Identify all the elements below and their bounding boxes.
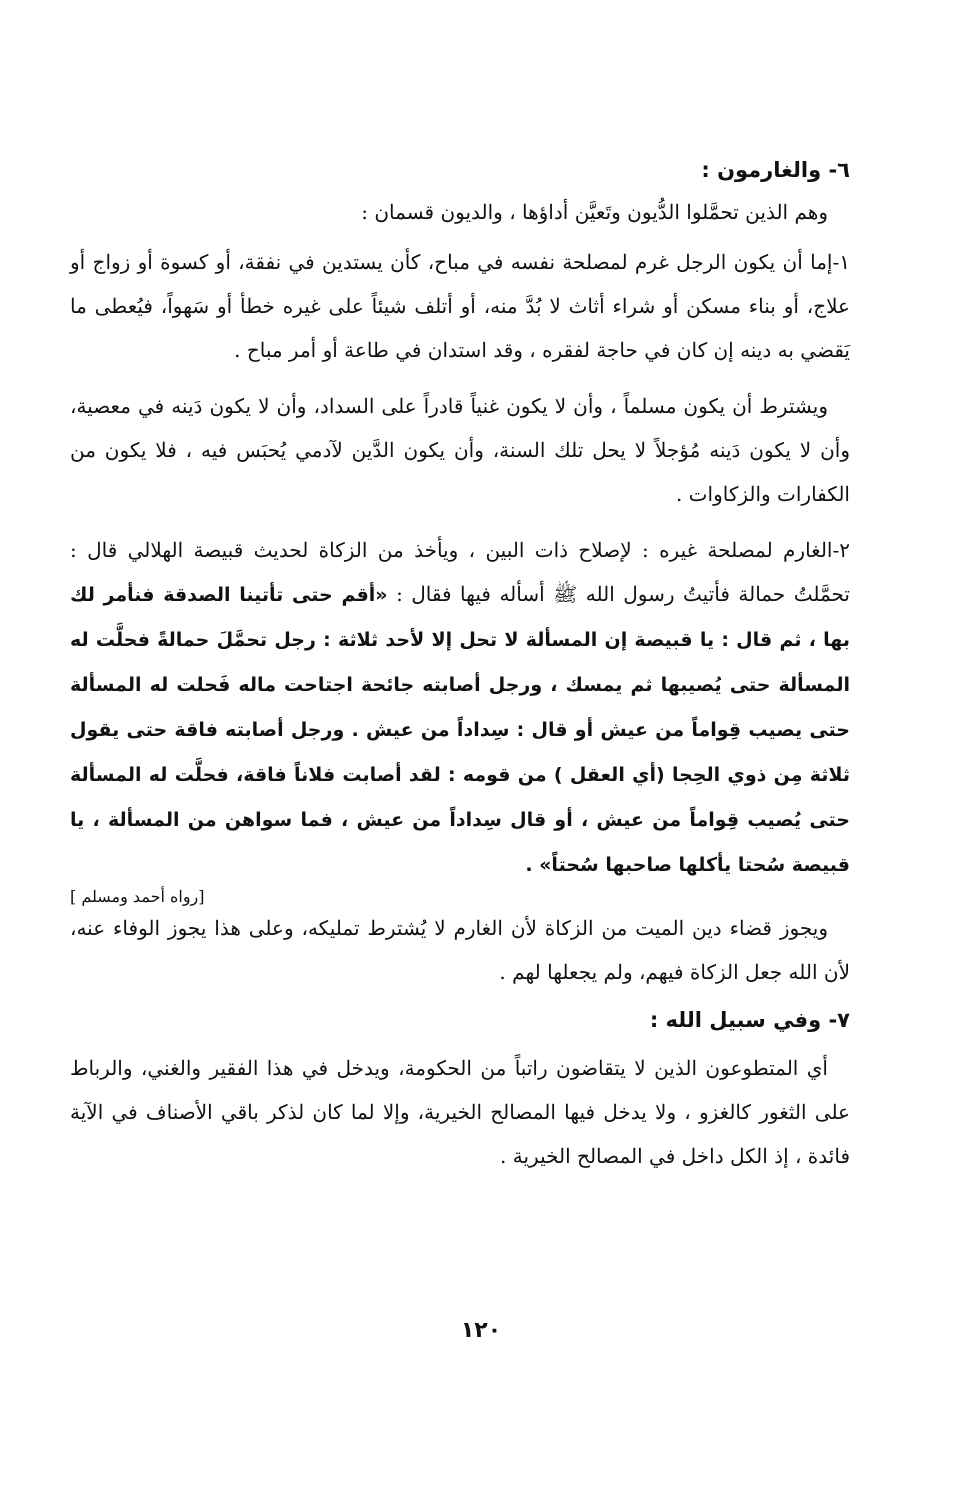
debt-type-2-intro: ٢-الغارم لمصلحة غيره : لإصلاح ذات البين ، ويأخذ من الزكاة لحديث قبيصة الهلالي قال : تحمَّلتُ حمالة فأتيتُ رسول الله ﷺ أسأله فيها فقال : [70, 538, 851, 606]
debt-of-dead-paragraph: ويجوز قضاء دين الميت من الزكاة لأن الغارم لا يُشترط تمليكه، وعلى هذا يجوز الوفاء عنه، لأن الله جعل الزكاة فيهم، ولم يجعلها لهم . [70, 916, 850, 984]
section-6-heading: ٦- والغارمون : [701, 158, 850, 182]
page-number: ١٢٠ [460, 1318, 502, 1343]
section-7-paragraph: أي المتطوعون الذين لا يتقاضون راتباً من الحكومة، ويدخل في هذا الفقير والغني، والرباط على الثغور كالغزو ، ولا يدخل فيها المصالح الخيرية، وإلا لما كان لذكر باقي الأصناف في الآية فائدة ، إذ الكل داخل في المصالح الخيرية . [70, 1056, 850, 1168]
page-body [70, 150, 850, 1450]
hadith-text: «أقم حتى تأتينا الصدقة فنأمر لك بها ، ثم قال : يا قبيصة إن المسألة لا تحل إلا لأحد ثلاثة : رجل تحمَّلَ حمالةً فحلَّت له المسألة حتى يُصيبها ثم يمسك ، ورجل أصابته جائحة اجتاحت ماله فَحلت له المسألة حتى يصيب قِواماً من عيش أو قال : سِداداً من عيش . ورجل أصابته فاقة حتى يقول ثلاثة مِن ذوي الحِجا (أي العقل ) من قومه : لقد أصابت فلاناً فاقة، فحلَّت له المسألة حتى يُصيب قِواماً من عيش ، أو قال سِداداً من عيش ، فما سواهن من المسألة ، يا قبيصة سُحتا يأكلها صاحبها سُحتاً» . [70, 584, 850, 876]
section-6-intro: وهم الذين تحمَّلوا الدُّيون وتَعيَّن أداؤها ، والديون قسمان : [361, 200, 828, 224]
conditions-paragraph: ويشترط أن يكون مسلماً ، وأن لا يكون غنياً قادراً على السداد، وأن لا يكون دَينه في معصية، وأن لا يكون دَينه مُؤجلاً لا يحل تلك السنة، وأن يكون الدَّين لآدمي يُحبَس فيه ، فلا يكون من الكفارات والزكاوات . [70, 394, 850, 506]
debt-type-2-paragraph [70, 528, 850, 887]
hadith-reference: [رواه أحمد ومسلم ] [70, 887, 205, 906]
debt-type-1-paragraph: ١-إما أن يكون الرجل غرم لمصلحة نفسه في مباح، كأن يستدين في نفقة، أو كسوة أو زواج أو علاج، أو بناء مسكن أو شراء أثاث لا بُدَّ منه، أو أتلف شيئاً على غيره خطأ أو سَهواً، فيُعطى ما يَقضي به دينه إن كان في حاجة لفقره ، وقد استدان في طاعة أو أمر مباح . [70, 250, 850, 362]
hadith-reference-line [70, 887, 850, 906]
section-7-heading: ٧- وفي سبيل الله : [649, 1008, 850, 1032]
